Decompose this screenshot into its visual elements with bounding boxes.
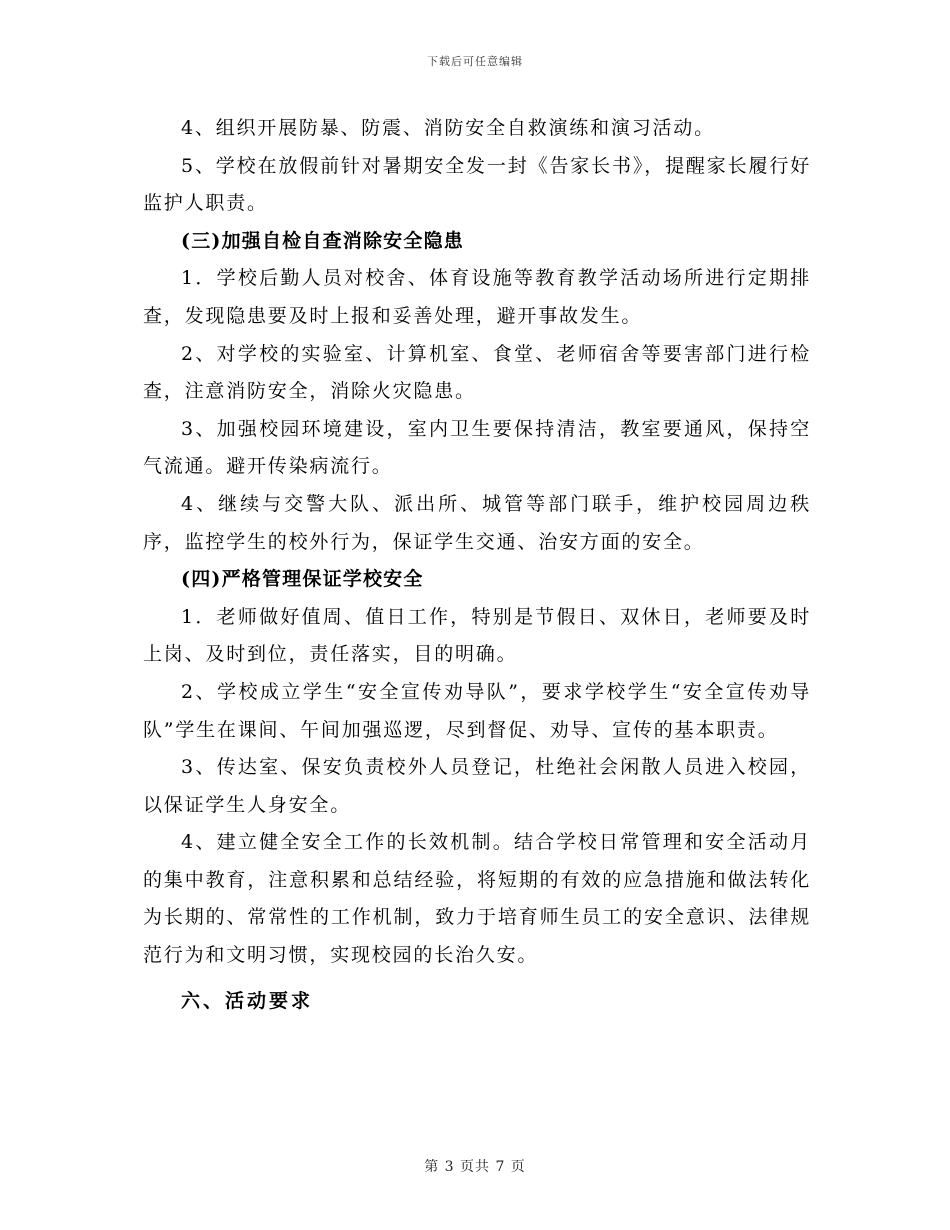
paragraph-parent-letter: 5、学校在放假前针对暑期安全发一封《告家长书》，提醒家长履行好监护人职责。 bbox=[143, 154, 811, 215]
section-heading-self-inspection: (三)加强自检自查消除安全隐患 bbox=[181, 229, 464, 252]
document-body bbox=[143, 110, 811, 1020]
paragraph-teacher-duty: 1．老师做好值周、值日工作，特别是节假日、双休日，老师要及时上岗、及时到位，责任落实，目的明确。 bbox=[143, 605, 811, 666]
page-header-note: 下载后可任意编辑 bbox=[427, 55, 523, 68]
paragraph-fire-safety-check: 2、对学校的实验室、计算机室、食堂、老师宿舍等要害部门进行检查，注意消防安全，消除火灾隐患。 bbox=[143, 342, 811, 403]
paragraph-drill-activities: 4、组织开展防暴、防震、消防安全自救演练和演习活动。 bbox=[181, 117, 715, 139]
section-heading-activity-requirements: 六、活动要求 bbox=[181, 989, 314, 1012]
section-heading-strict-management: (四)严格管理保证学校安全 bbox=[181, 568, 424, 591]
paragraph-student-patrol: 2、学校成立学生“安全宣传劝导队”，要求学校学生“安全宣传劝导队”学生在课间、午间加强巡逻，尽到督促、劝导、宣传的基本职责。 bbox=[143, 680, 811, 741]
paragraph-visitor-registration: 3、传达室、保安负责校外人员登记，杜绝社会闲散人员进入校园，以保证学生人身安全。 bbox=[143, 756, 811, 816]
page-number: 第 3 页共 7 页 bbox=[424, 1159, 526, 1175]
paragraph-campus-surroundings: 4、继续与交警大队、派出所、城管等部门联手，维护校园周边秩序，监控学生的校外行为，保证学生交通、治安方面的安全。 bbox=[143, 492, 811, 553]
paragraph-campus-environment: 3、加强校园环境建设，室内卫生要保持清洁，教室要通风，保持空气流通。避开传染病流行。 bbox=[143, 417, 811, 478]
paragraph-facility-inspection: 1．学校后勤人员对校舍、体育设施等教育教学活动场所进行定期排查，发现隐患要及时上报和妥善处理，避开事故发生。 bbox=[143, 267, 811, 327]
paragraph-long-term-mechanism: 4、建立健全安全工作的长效机制。结合学校日常管理和安全活动月的集中教育，注意积累和总结经验，将短期的有效的应急措施和做法转化为长期的、常常性的工作机制，致力于培育师生员工的安全意识、法律规范行为和文明习惯，实现校园的长治久安。 bbox=[143, 831, 811, 967]
